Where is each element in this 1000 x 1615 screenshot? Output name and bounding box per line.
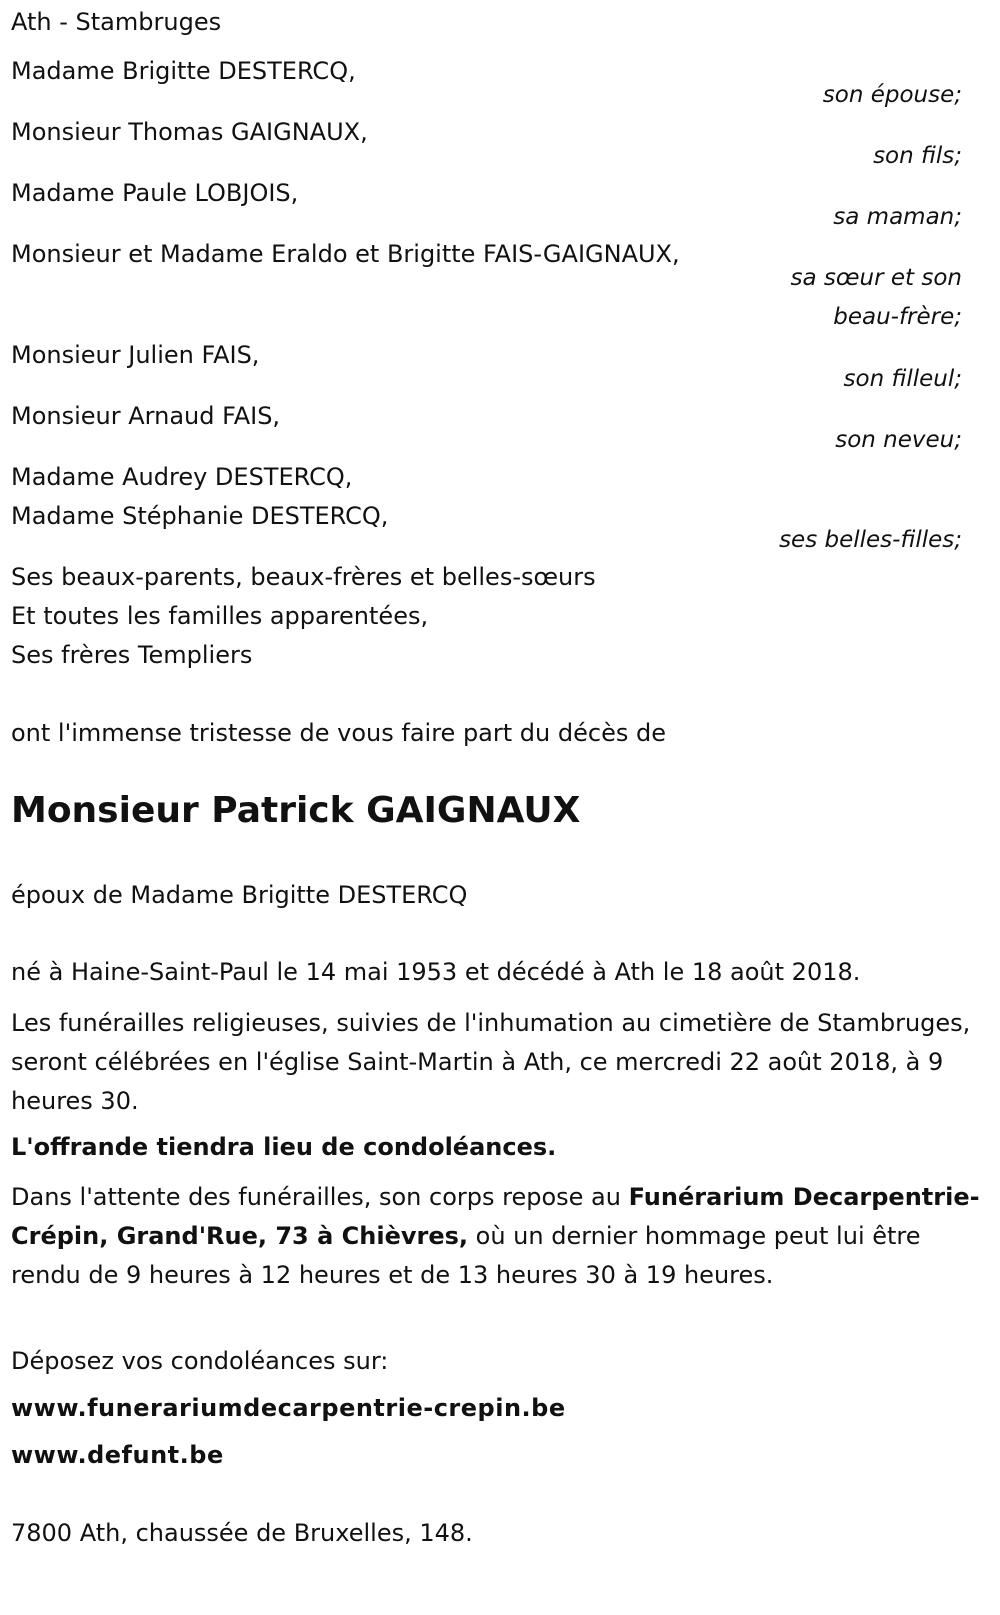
family-member-name: Monsieur Julien FAIS,	[11, 341, 260, 369]
family-member-relation: son épouse;	[822, 82, 962, 108]
viewing-suffix: où un dernier hommage peut lui être rendu de 9 heures à 12 heures et de 13 heures 30 à 19 heures.	[11, 1222, 921, 1289]
announcement-text: ont l'immense tristesse de vous faire part du décès de	[11, 719, 666, 747]
funerarium-address: Funérarium Decarpentrie-Crépin, Grand'Rue, 73 à Chièvres,	[11, 1183, 980, 1250]
family-member-relation: sa sœur et son	[790, 265, 962, 291]
extended-family-line: Ses frères Templiers	[11, 641, 253, 669]
funerarium-website-link[interactable]: www.funerariumdecarpentrie-crepin.be	[11, 1394, 566, 1422]
extended-family-line: Et toutes les familles apparentées,	[11, 602, 429, 630]
family-member-relation: son fils;	[873, 143, 962, 169]
offering-note: L'offrande tiendra lieu de condoléances.	[11, 1133, 557, 1161]
birth-death-line: né à Haine-Saint-Paul le 14 mai 1953 et décédé à Ath le 18 août 2018.	[11, 958, 861, 986]
funeral-details: Les funérailles religieuses, suivies de l'inhumation au cimetière de Stambruges, seront célébrées en l'église Saint-Martin à Ath, ce mercredi 22 août 2018, à 9 heures 30.	[11, 1009, 971, 1115]
defunt-website-link[interactable]: www.defunt.be	[11, 1441, 224, 1469]
family-member-name: Madame Audrey DESTERCQ,	[11, 463, 353, 491]
family-member-name: Monsieur Thomas GAIGNAUX,	[11, 118, 368, 146]
family-member-name: Madame Paule LOBJOIS,	[11, 179, 299, 207]
deceased-name: Monsieur Patrick GAIGNAUX	[11, 790, 581, 831]
family-member-relation: son neveu;	[835, 427, 962, 453]
family-member-name: Madame Brigitte DESTERCQ,	[11, 57, 356, 85]
viewing-details	[11, 1178, 991, 1295]
condolences-label: Déposez vos condoléances sur:	[11, 1347, 389, 1375]
family-member-relation: sa maman;	[833, 204, 962, 230]
footer-address: 7800 Ath, chaussée de Bruxelles, 148.	[11, 1519, 473, 1547]
viewing-prefix: Dans l'attente des funérailles, son corps repose au	[11, 1183, 629, 1211]
family-member-relation: beau-frère;	[833, 304, 962, 330]
family-member-relation: ses belles-filles;	[779, 527, 962, 553]
family-member-name: Monsieur Arnaud FAIS,	[11, 402, 281, 430]
location-header: Ath - Stambruges	[11, 8, 222, 36]
family-member-name: Monsieur et Madame Eraldo et Brigitte FAIS-GAIGNAUX,	[11, 240, 680, 268]
family-member-name: Madame Stéphanie DESTERCQ,	[11, 502, 389, 530]
family-member-relation: son filleul;	[843, 366, 962, 392]
extended-family-line: Ses beaux-parents, beaux-frères et belles-sœurs	[11, 563, 596, 591]
spouse-line: époux de Madame Brigitte DESTERCQ	[11, 881, 468, 909]
